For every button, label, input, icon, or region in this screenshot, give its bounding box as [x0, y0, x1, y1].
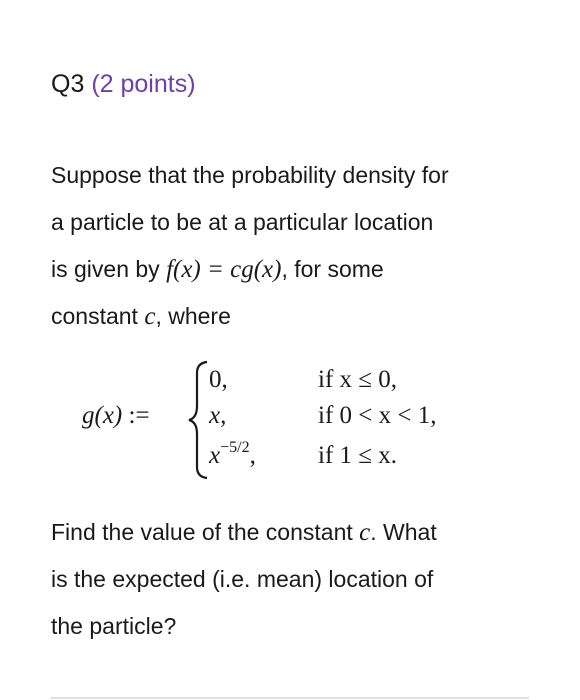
left-brace: [185, 358, 211, 482]
problem-line-3-pre: is given by: [51, 256, 167, 282]
question-title: [51, 68, 196, 100]
problem-line-1: Suppose that the probability density for: [51, 162, 449, 188]
question-points: (2 points): [91, 70, 196, 98]
question-line-3: the particle?: [51, 613, 177, 639]
question-line-1-post: . What: [370, 519, 437, 545]
case-1-condition: if x ≤ 0,: [318, 366, 397, 393]
equation-lhs: [82, 402, 150, 430]
question-line-2: is the expected (i.e. mean) location of: [51, 566, 434, 592]
case-3-expression: [209, 439, 256, 470]
problem-line-4-pre: constant: [51, 303, 145, 329]
case-3-base: x: [209, 442, 221, 469]
problem-line-4-post: , where: [155, 303, 231, 329]
constant-symbol-2: c: [359, 519, 371, 546]
equation-lhs-function: g(x): [82, 402, 123, 429]
problem-line-4: [51, 292, 231, 341]
piecewise-definition: [78, 358, 518, 488]
case-3-tail: ,: [249, 442, 256, 469]
case-1-expression: 0,: [209, 366, 228, 393]
case-2-expression: x,: [209, 402, 227, 429]
constant-symbol: c: [144, 303, 156, 330]
bottom-divider: [51, 697, 529, 699]
equation-lhs-operator: :=: [122, 402, 150, 429]
problem-line-2: a particle to be at a particular location: [51, 209, 434, 235]
problem-line-3-post: , for some: [281, 256, 384, 282]
question-number: Q3: [51, 70, 85, 98]
problem-line-3: [51, 245, 384, 294]
case-3-condition: if 1 ≤ x.: [318, 442, 397, 469]
case-2-condition: if 0 < x < 1,: [318, 402, 437, 429]
density-formula: f(x) = cg(x): [166, 256, 282, 283]
question-line-1-pre: Find the value of the constant: [51, 519, 360, 545]
case-3-exponent: −5/2: [220, 439, 250, 456]
question-line-1: [51, 508, 437, 557]
